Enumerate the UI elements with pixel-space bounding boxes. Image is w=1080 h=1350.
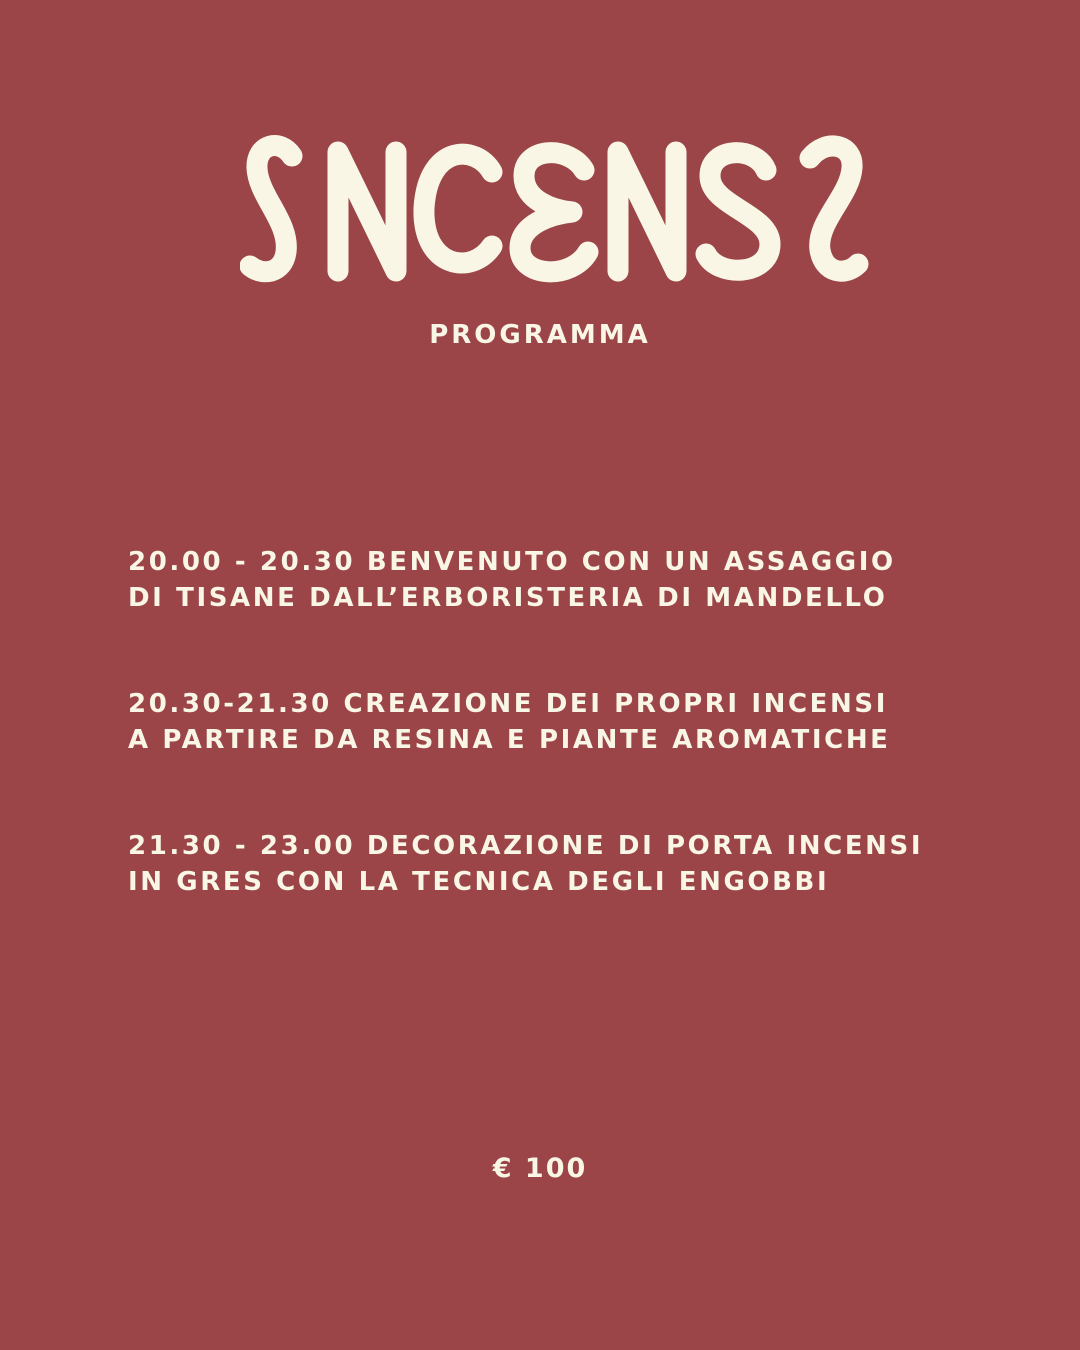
program-item-line: DI TISANE DALL’ERBORISTERIA DI MANDELLO [128, 583, 888, 613]
program-item [128, 686, 1028, 758]
program-item-line: 20.30-21.30 CREAZIONE DEI PROPRI INCENSI [128, 689, 888, 719]
program-item-line: 21.30 - 23.00 DECORAZIONE DI PORTA INCENSI [128, 831, 924, 861]
incensi-logo [240, 130, 870, 290]
price-label: € 100 [492, 1153, 588, 1184]
program-item [128, 544, 1028, 616]
page-subtitle: PROGRAMMA [429, 320, 651, 350]
program-item-line: 20.00 - 20.30 BENVENUTO CON UN ASSAGGIO [128, 547, 896, 577]
program-item-line: IN GRES CON LA TECNICA DEGLI ENGOBBI [128, 867, 830, 897]
program-item-line: A PARTIRE DA RESINA E PIANTE AROMATICHE [128, 725, 891, 755]
program-list [128, 544, 1028, 970]
program-item [128, 828, 1028, 900]
